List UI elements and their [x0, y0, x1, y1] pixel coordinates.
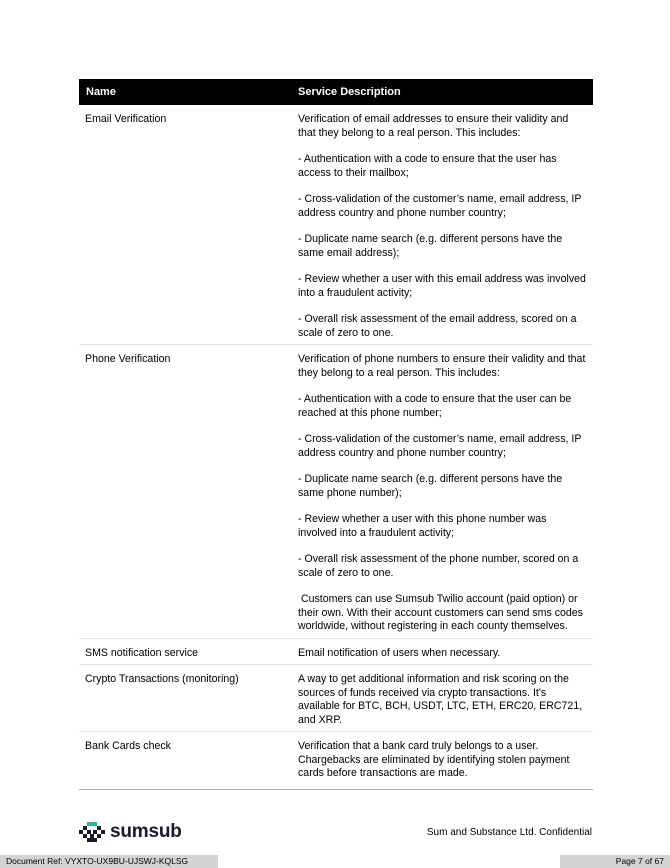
row-description — [292, 732, 593, 785]
description-paragraph: - Authentication with a code to ensure that the user can be reached at this phone number; — [298, 393, 572, 419]
row-description — [292, 105, 593, 344]
row-name: SMS notification service — [85, 646, 199, 659]
header-name: Name — [86, 86, 116, 98]
description-paragraph: - Authentication with a code to ensure that the user has access to their mailbox; — [298, 153, 557, 179]
description-paragraph: Customers can use Sumsub Twilio account (paid option) or their own. With their account customers can send sms codes worldwide, without registering in each county themselves. — [298, 593, 586, 632]
row-crypto-transactions — [79, 665, 593, 732]
description-paragraph: - Duplicate name search (e.g. different persons have the same email address); — [298, 233, 563, 259]
footer-divider — [79, 789, 593, 790]
sumsub-logo — [79, 821, 182, 843]
row-name: Phone Verification — [85, 353, 171, 365]
description-paragraph: Verification of phone numbers to ensure their validity and that they belong to a real person. This includes: — [298, 353, 586, 379]
description-paragraph: Verification that a bank card truly belongs to a user. Chargebacks are eliminated by identifying stolen payment cards before transactions are made. — [298, 740, 570, 779]
services-table — [79, 79, 593, 785]
row-email-verification — [79, 105, 593, 345]
description-paragraph: - Cross-validation of the customer’s name, email address, IP address country and phone number country; — [298, 433, 582, 459]
description-paragraph: - Review whether a user with this email address was involved into a fraudulent activity; — [298, 273, 586, 299]
description-paragraph: Email notification of users when necessary. — [298, 646, 501, 659]
row-description — [292, 665, 593, 731]
sumsub-logo-icon — [79, 822, 105, 842]
description-paragraph: - Duplicate name search (e.g. different persons have the same phone number); — [298, 473, 563, 499]
description-paragraph: A way to get additional information and risk scoring on the sources of funds received via crypto transactions. It's available for BTC, BCH, USDT, LTC, ETH, ERC20, ERC721, and XRP. — [298, 673, 583, 726]
logo-wordmark: sumsub — [110, 821, 182, 842]
row-description — [292, 639, 593, 665]
document-ref: Document Ref: VYXTO-UX9BU-UJSWJ-KQLSG — [0, 855, 218, 868]
description-paragraph: - Cross-validation of the customer’s name, email address, IP address country and phone number country; — [298, 193, 582, 219]
row-name: Email Verification — [85, 113, 167, 125]
row-sms-notification — [79, 639, 593, 666]
description-paragraph: - Overall risk assessment of the email address, scored on a scale of zero to one. — [298, 313, 577, 339]
description-paragraph: Verification of email addresses to ensure their validity and that they belong to a real person. This includes: — [298, 113, 569, 139]
table-header — [79, 79, 593, 105]
row-phone-verification — [79, 345, 593, 639]
description-paragraph: - Overall risk assessment of the phone number, scored on a scale of zero to one. — [298, 553, 579, 579]
confidential-label: Sum and Substance Ltd. Confidential — [426, 827, 592, 838]
row-name: Bank Cards check — [85, 740, 171, 752]
header-description: Service Description — [298, 86, 401, 98]
row-bank-cards — [79, 732, 593, 785]
row-name: Crypto Transactions (monitoring) — [85, 673, 239, 685]
row-description — [292, 345, 593, 638]
page-number: Page 7 of 67 — [560, 855, 670, 868]
description-paragraph: - Review whether a user with this phone number was involved into a fraudulent activity; — [298, 513, 547, 539]
